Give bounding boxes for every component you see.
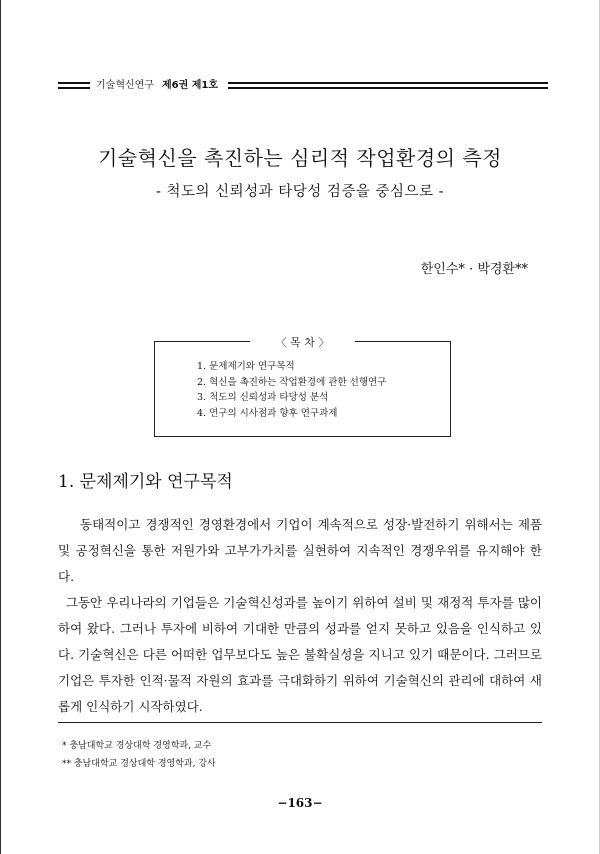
page-number: −163− [277,796,323,810]
table-of-contents [154,336,451,437]
running-header [58,78,548,100]
toc-item: 4. 연구의 시사점과 향후 연구과제 [197,407,338,419]
toc-list [197,359,386,421]
body-paragraph: 동태적이고 경쟁적인 경영환경에서 기업이 계속적으로 성장·발전하기 위해서는 제품 및 공정혁신을 통한 저원가와 고부가가치를 실현하여 지속적인 경쟁우위를 유지해야 한다. [58,517,542,584]
section-heading: 1. 문제제기와 연구목적 [58,472,233,492]
footnote-divider [58,722,542,723]
header-rule-left-2 [58,87,90,89]
toc-title: 〈 목 차 〉 [250,334,355,350]
issue-number: 제6권 제1호 [162,80,219,91]
paper-subtitle: - 척도의 신뢰성과 타당성 검증을 중심으로 - [155,184,445,200]
journal-name: 기술혁신연구 [96,80,154,91]
header-rule-left [58,82,90,84]
header-rule-right-2 [228,87,548,89]
toc-item: 3. 척도의 신뢰성과 타당성 분석 [197,392,329,403]
footnote: ** 충남대학교 경상대학 경영학과, 강사 [62,759,216,769]
author-list: 한인수* · 박경환** [420,262,528,277]
toc-item: 2. 혁신을 촉진하는 작업환경에 관한 선행연구 [197,376,387,388]
toc-item: 1. 문제제기와 연구목적 [197,361,295,372]
footnote: * 충남대학교 경상대학 경영학과, 교수 [62,741,212,751]
header-rule-right [228,82,548,84]
paper-title: 기술혁신을 촉진하는 심리적 작업환경의 측정 [97,146,502,170]
body-paragraph: 그동안 우리나라의 기업들은 기술혁신성과를 높이기 위하여 설비 및 재정적 투자를 많이 하여 왔다. 그러나 투자에 비하여 기대한 만큼의 성과를 얻지 못하고 있음을 인식하고 있다. 기술혁신은 다른 어떠한 업무보다도 높은 불확실성을 지니고 있기 때문이다. 그러므로 기업은 투자한 인적·물적 자원의 효과를 극대화하기 위하여 기술혁신의 관리에 대하여 새롭게 인식하기 시작하였다. [58,595,542,714]
